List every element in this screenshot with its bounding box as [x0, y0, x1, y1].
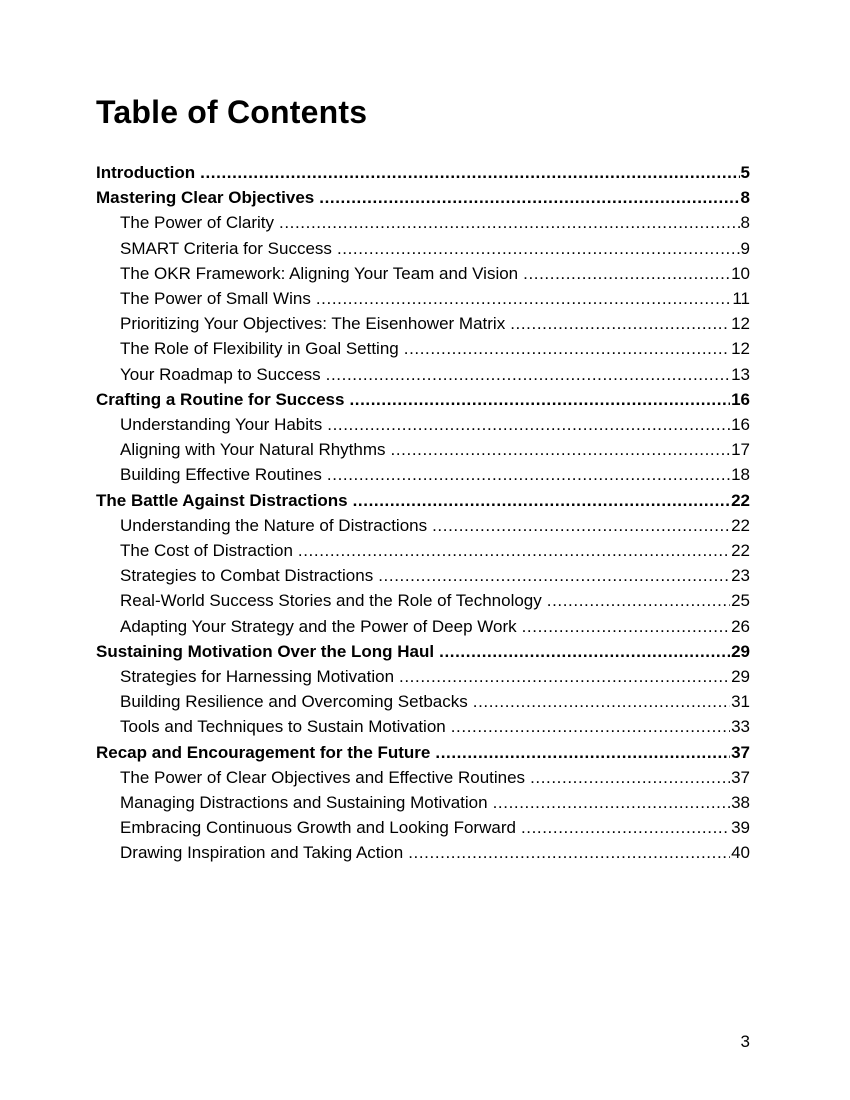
toc-leader-dots — [327, 462, 730, 487]
toc-leader-dots — [349, 387, 730, 412]
toc-entry-label: Prioritizing Your Objectives: The Eisenhower Matrix — [120, 314, 506, 334]
toc-entry-page: 40 — [731, 843, 750, 863]
toc-leader-dots — [530, 765, 730, 790]
toc-leader-dots — [298, 538, 730, 563]
toc-leader-dots — [353, 488, 730, 513]
toc-entry-label: Strategies for Harnessing Motivation — [120, 667, 395, 687]
toc-entry-page: 25 — [731, 591, 750, 611]
toc-entry[interactable] — [96, 286, 750, 311]
toc-entry-page: 38 — [731, 793, 750, 813]
toc-entry-page: 5 — [740, 163, 750, 182]
toc-entry-page: 16 — [731, 389, 750, 409]
toc-entry-label: Real-World Success Stories and the Role of Technology — [120, 591, 542, 611]
toc-entry-label: The Cost of Distraction — [120, 541, 293, 561]
toc-leader-dots — [391, 437, 731, 462]
toc-entry-label: The OKR Framework: Aligning Your Team and Vision — [120, 263, 519, 283]
toc-entry-page: 22 — [731, 515, 750, 535]
toc-entry-label: Strategies to Combat Distractions — [120, 566, 374, 586]
toc-entry[interactable] — [96, 689, 750, 714]
toc-entry[interactable] — [96, 488, 750, 513]
toc-entry-page: 12 — [731, 314, 750, 334]
toc-entry-page: 39 — [731, 818, 750, 838]
toc-entry[interactable] — [96, 462, 750, 487]
toc-leader-dots — [327, 412, 730, 437]
toc-entry-label: Introduction — [96, 163, 196, 182]
toc-entry-label: Drawing Inspiration and Taking Action — [120, 843, 404, 863]
toc-entry-page: 23 — [731, 566, 750, 586]
toc-entry-label: Recap and Encouragement for the Future — [96, 742, 431, 762]
toc-entry[interactable] — [96, 210, 750, 235]
toc-entry-page: 29 — [731, 667, 750, 687]
toc-entry[interactable] — [96, 563, 750, 588]
table-of-contents — [96, 160, 750, 866]
toc-entry-page: 29 — [731, 641, 750, 661]
toc-entry-page: 33 — [731, 717, 750, 737]
toc-leader-dots — [408, 840, 730, 865]
toc-entry-page: 17 — [731, 440, 750, 460]
toc-leader-dots — [319, 185, 739, 210]
toc-entry-label: Managing Distractions and Sustaining Motivation — [120, 793, 488, 813]
toc-entry-label: Crafting a Routine for Success — [96, 389, 345, 409]
toc-entry-label: Mastering Clear Objectives — [96, 188, 315, 208]
toc-entry-label: Adapting Your Strategy and the Power of Deep Work — [120, 616, 517, 636]
toc-entry[interactable] — [96, 815, 750, 840]
toc-leader-dots — [547, 588, 730, 613]
toc-entry[interactable] — [96, 336, 750, 361]
toc-leader-dots — [493, 790, 730, 815]
toc-entry[interactable] — [96, 236, 750, 261]
toc-leader-dots — [378, 563, 730, 588]
toc-entry[interactable] — [96, 588, 750, 613]
toc-entry[interactable] — [96, 639, 750, 664]
toc-leader-dots — [521, 815, 730, 840]
toc-leader-dots — [435, 740, 730, 765]
toc-entry[interactable] — [96, 740, 750, 765]
toc-entry-label: Aligning with Your Natural Rhythms — [120, 440, 386, 460]
toc-entry-page: 12 — [731, 339, 750, 359]
toc-entry-page: 13 — [731, 364, 750, 384]
toc-entry[interactable] — [96, 261, 750, 286]
toc-leader-dots — [279, 210, 740, 235]
toc-entry-page: 10 — [731, 263, 750, 283]
toc-entry-page: 8 — [740, 213, 750, 233]
toc-entry[interactable] — [96, 614, 750, 639]
toc-entry[interactable] — [96, 362, 750, 387]
toc-entry-label: Tools and Techniques to Sustain Motivation — [120, 717, 446, 737]
toc-entry-label: Building Effective Routines — [120, 465, 322, 485]
toc-entry[interactable] — [96, 412, 750, 437]
toc-entry[interactable] — [96, 437, 750, 462]
toc-entry[interactable] — [96, 311, 750, 336]
toc-entry-page: 22 — [731, 490, 750, 510]
toc-leader-dots — [316, 286, 732, 311]
toc-entry-label: Sustaining Motivation Over the Long Haul — [96, 641, 435, 661]
toc-entry-label: Your Roadmap to Success — [120, 364, 321, 384]
toc-entry[interactable] — [96, 765, 750, 790]
toc-entry[interactable] — [96, 387, 750, 412]
toc-leader-dots — [399, 664, 730, 689]
toc-entry[interactable] — [96, 160, 750, 185]
toc-entry-label: The Power of Clarity — [120, 213, 274, 233]
toc-entry-label: Building Resilience and Overcoming Setbacks — [120, 692, 468, 712]
toc-entry-label: Understanding the Nature of Distractions — [120, 515, 428, 535]
toc-entry-page: 18 — [731, 465, 750, 485]
toc-entry-page: 31 — [731, 692, 750, 712]
toc-entry-label: Embracing Continuous Growth and Looking Forward — [120, 818, 516, 838]
toc-leader-dots — [451, 714, 730, 739]
toc-entry-label: The Role of Flexibility in Goal Setting — [120, 339, 399, 359]
toc-entry-label: Understanding Your Habits — [120, 415, 323, 435]
toc-entry-page: 37 — [731, 767, 750, 787]
footer-page-number: 3 — [740, 1032, 750, 1051]
toc-entry-label: SMART Criteria for Success — [120, 238, 332, 258]
toc-entry[interactable] — [96, 664, 750, 689]
toc-leader-dots — [510, 311, 730, 336]
toc-leader-dots — [337, 236, 740, 261]
toc-entry-page: 9 — [740, 238, 750, 258]
toc-entry[interactable] — [96, 840, 750, 865]
toc-entry-page: 16 — [731, 415, 750, 435]
toc-entry[interactable] — [96, 714, 750, 739]
toc-entry-page: 37 — [731, 742, 750, 762]
page-title: Table of Contents — [96, 94, 368, 130]
toc-leader-dots — [326, 362, 730, 387]
toc-leader-dots — [523, 261, 730, 286]
toc-entry[interactable] — [96, 790, 750, 815]
toc-entry[interactable] — [96, 538, 750, 563]
toc-entry-label: The Battle Against Distractions — [96, 490, 348, 510]
toc-entry-label: The Power of Small Wins — [120, 289, 311, 309]
toc-entry-page: 22 — [731, 541, 750, 561]
toc-leader-dots — [522, 614, 730, 639]
toc-leader-dots — [432, 513, 730, 538]
toc-entry-page: 8 — [740, 188, 750, 208]
toc-leader-dots — [200, 160, 739, 185]
toc-entry-label: The Power of Clear Objectives and Effective Routines — [120, 767, 526, 787]
toc-leader-dots — [473, 689, 730, 714]
toc-leader-dots — [404, 336, 730, 361]
toc-entry-page: 11 — [732, 289, 750, 309]
toc-entry-page: 26 — [731, 616, 750, 636]
toc-leader-dots — [439, 639, 730, 664]
toc-entry[interactable] — [96, 185, 750, 210]
toc-entry[interactable] — [96, 513, 750, 538]
